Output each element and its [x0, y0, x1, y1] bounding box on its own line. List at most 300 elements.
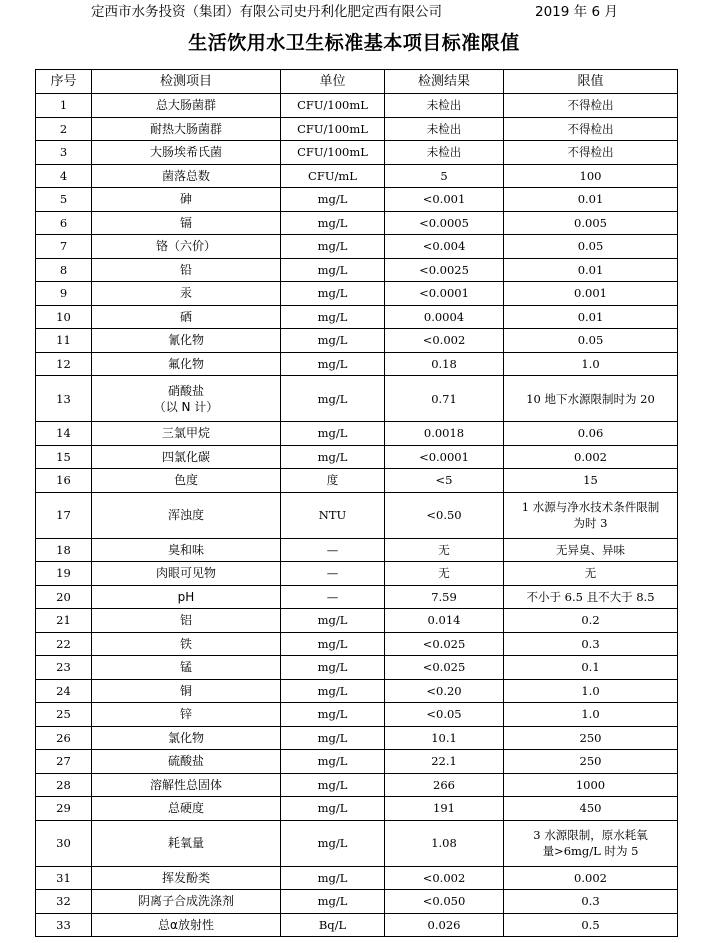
result-cell	[385, 703, 504, 727]
unit-cell	[281, 469, 385, 493]
test-item-cell	[92, 585, 281, 609]
document-title: 生活饮用水卫生标准基本项目标准限值	[188, 32, 520, 54]
result-cell-text: <0.0001	[419, 449, 469, 464]
limit-cell-text: 0.05	[577, 333, 604, 348]
test-item-cell-text: 氯化物	[167, 730, 204, 745]
test-item-cell-text: 总α放射性	[158, 917, 214, 932]
unit-cell	[281, 538, 385, 562]
test-item-cell-text: 色度	[173, 473, 198, 488]
limit-cell-text: 0.05	[577, 239, 604, 254]
limit-cell	[504, 679, 678, 703]
unit-cell	[281, 773, 385, 797]
result-cell	[385, 141, 504, 165]
unit-cell	[281, 235, 385, 259]
table-row	[36, 188, 678, 212]
row-number-cell-text: 14	[56, 426, 71, 441]
test-item-cell	[92, 235, 281, 259]
test-item-cell-text: 砷	[179, 192, 192, 207]
unit-cell-text: mg/L	[317, 215, 348, 230]
limit-cell	[504, 141, 678, 165]
test-item-cell-text: 锰	[179, 660, 192, 675]
result-cell-text: <0.025	[422, 660, 466, 675]
result-cell	[385, 235, 504, 259]
table-row	[36, 585, 678, 609]
row-number-cell	[36, 469, 92, 493]
limit-cell-text-line2: 量>6mg/L 时为 5	[542, 844, 639, 858]
result-cell-text: 191	[433, 801, 455, 816]
result-cell-text: 0.0018	[423, 426, 465, 441]
limit-cell	[504, 538, 678, 562]
limit-cell	[504, 797, 678, 821]
row-number-cell	[36, 890, 92, 914]
limit-cell	[504, 866, 678, 890]
unit-cell	[281, 820, 385, 866]
column-header-unit: 单位	[281, 70, 385, 94]
result-cell	[385, 94, 504, 118]
unit-cell	[281, 679, 385, 703]
unit-cell-text: —	[326, 589, 339, 604]
limit-cell-text: 250	[579, 754, 602, 769]
limit-cell-text: 不小于 6.5 且不大于 8.5	[526, 589, 655, 604]
limit-cell-text: 0.001	[574, 286, 607, 301]
table-row	[36, 141, 678, 165]
result-cell	[385, 445, 504, 469]
unit-cell	[281, 750, 385, 774]
unit-cell-text: CFU/100mL	[297, 145, 368, 160]
row-number-cell	[36, 773, 92, 797]
row-number-cell	[36, 609, 92, 633]
row-number-cell	[36, 703, 92, 727]
table-row	[36, 726, 678, 750]
row-number-cell-text: 23	[56, 660, 71, 675]
test-item-cell-text: 大肠埃希氏菌	[149, 145, 222, 160]
result-cell-text: 0.0004	[423, 309, 465, 324]
unit-cell	[281, 562, 385, 586]
row-number-cell	[36, 750, 92, 774]
row-number-cell-text: 22	[56, 636, 71, 651]
limit-cell	[504, 656, 678, 680]
limit-cell-text: 0.5	[581, 917, 600, 932]
limit-cell	[504, 726, 678, 750]
result-cell	[385, 585, 504, 609]
result-cell-text: 0.014	[427, 613, 461, 628]
test-item-cell	[92, 282, 281, 306]
test-item-cell	[92, 656, 281, 680]
row-number-cell	[36, 282, 92, 306]
test-item-cell	[92, 679, 281, 703]
limit-cell	[504, 820, 678, 866]
row-number-cell-text: 4	[59, 168, 68, 183]
result-cell-text: 266	[433, 777, 455, 792]
unit-cell-text: mg/L	[317, 754, 348, 769]
test-item-cell	[92, 445, 281, 469]
test-item-cell	[92, 305, 281, 329]
unit-cell-text: mg/L	[317, 870, 348, 885]
result-cell	[385, 538, 504, 562]
table-row	[36, 866, 678, 890]
unit-cell	[281, 585, 385, 609]
test-item-cell-text: 耗氧量	[167, 836, 204, 850]
unit-cell-text: mg/L	[317, 707, 348, 722]
row-number-cell-text: 17	[56, 508, 71, 522]
result-cell	[385, 609, 504, 633]
test-item-cell-text: pH	[177, 589, 195, 604]
result-cell	[385, 820, 504, 866]
result-cell-text: 10.1	[431, 730, 457, 745]
test-item-cell-text: 氰化物	[167, 333, 204, 348]
unit-cell	[281, 609, 385, 633]
row-number-cell-text: 20	[56, 589, 71, 604]
table-row	[36, 773, 678, 797]
unit-cell-text: mg/L	[317, 192, 348, 207]
result-cell-text: 无	[438, 542, 450, 557]
result-cell	[385, 726, 504, 750]
unit-cell-text: CFU/100mL	[297, 121, 368, 136]
table-row	[36, 538, 678, 562]
unit-cell-text: mg/L	[317, 262, 348, 277]
row-number-cell	[36, 211, 92, 235]
limit-cell-text: 0.2	[581, 613, 600, 628]
table-row	[36, 609, 678, 633]
unit-cell-text: mg/L	[317, 333, 348, 348]
limit-cell	[504, 469, 678, 493]
limit-cell-text-line2: 为时 3	[573, 516, 608, 530]
limit-cell-text: 0.01	[577, 192, 604, 207]
unit-cell	[281, 352, 385, 376]
limit-cell-text: 无	[584, 566, 597, 581]
result-cell	[385, 282, 504, 306]
test-item-cell	[92, 913, 281, 937]
unit-cell-text: CFU/100mL	[297, 98, 368, 113]
table-row	[36, 94, 678, 118]
unit-cell	[281, 258, 385, 282]
limit-cell-text: 无异臭、异味	[556, 542, 625, 557]
row-number-cell-text: 5	[59, 192, 68, 207]
row-number-cell-text: 7	[59, 239, 68, 254]
unit-cell	[281, 913, 385, 937]
row-number-cell-text: 28	[56, 777, 71, 792]
test-item-cell	[92, 797, 281, 821]
unit-cell-text: CFU/mL	[308, 168, 357, 183]
unit-cell-text: mg/L	[317, 426, 348, 441]
test-item-cell-text: 铅	[179, 262, 192, 277]
row-number-cell-text: 12	[56, 356, 71, 371]
limit-cell	[504, 445, 678, 469]
row-number-cell-text: 21	[56, 613, 71, 628]
table-row	[36, 562, 678, 586]
test-item-cell	[92, 422, 281, 446]
limit-cell	[504, 492, 678, 538]
unit-cell-text: NTU	[318, 508, 347, 522]
result-cell-text: <0.004	[422, 239, 466, 254]
row-number-cell-text: 6	[59, 215, 68, 230]
row-number-cell-text: 16	[56, 473, 71, 488]
test-item-cell-text: 浑浊度	[167, 508, 204, 522]
unit-cell	[281, 492, 385, 538]
row-number-cell-text: 27	[56, 754, 71, 769]
unit-cell-text: mg/L	[317, 683, 348, 698]
limit-cell-text: 1.0	[581, 356, 600, 371]
result-cell	[385, 679, 504, 703]
column-header-limit: 限值	[504, 70, 678, 94]
test-item-cell-text: 铬（六价）	[155, 239, 216, 254]
row-number-cell	[36, 632, 92, 656]
row-number-cell	[36, 258, 92, 282]
row-number-cell	[36, 422, 92, 446]
result-cell-text: 1.08	[431, 836, 457, 850]
result-cell	[385, 305, 504, 329]
test-item-cell	[92, 211, 281, 235]
row-number-cell	[36, 538, 92, 562]
result-cell	[385, 422, 504, 446]
limit-cell-text: 1.0	[581, 683, 600, 698]
test-item-cell	[92, 820, 281, 866]
result-cell	[385, 117, 504, 141]
unit-cell-text: mg/L	[317, 239, 348, 254]
unit-cell	[281, 890, 385, 914]
unit-cell-text: mg/L	[317, 801, 348, 816]
limit-cell	[504, 609, 678, 633]
row-number-cell-text: 9	[59, 286, 68, 301]
row-number-cell	[36, 305, 92, 329]
row-number-cell	[36, 141, 92, 165]
unit-cell	[281, 797, 385, 821]
test-item-cell-text: 硫酸盐	[167, 754, 204, 769]
row-number-cell	[36, 445, 92, 469]
result-cell	[385, 866, 504, 890]
unit-cell-text: mg/L	[317, 636, 348, 651]
row-number-cell-text: 29	[56, 801, 71, 816]
result-cell-text: <0.20	[426, 683, 462, 698]
limit-cell-text: 1 水源与净水技术条件限制	[521, 500, 660, 514]
table-row	[36, 679, 678, 703]
test-item-cell-text-line2: （以 N 计）	[153, 399, 219, 414]
limit-cell	[504, 94, 678, 118]
result-cell	[385, 797, 504, 821]
result-cell	[385, 211, 504, 235]
limit-cell-text: 3 水源限制，原水耗氧	[533, 828, 648, 842]
limit-cell-text: 10 地下水源限制时为 20	[526, 391, 655, 406]
limit-cell-text: 不得检出	[567, 145, 614, 160]
unit-cell	[281, 632, 385, 656]
unit-cell-text: 度	[326, 473, 339, 488]
test-item-cell-text: 氟化物	[167, 356, 204, 371]
unit-cell	[281, 445, 385, 469]
limit-cell-text: 0.002	[574, 449, 607, 464]
result-cell-text: <0.0005	[419, 215, 469, 230]
unit-cell	[281, 164, 385, 188]
limit-cell-text: 15	[583, 473, 598, 488]
row-number-cell	[36, 188, 92, 212]
test-item-cell-text: 溶解性总固体	[149, 777, 222, 792]
test-item-cell-text: 臭和味	[167, 542, 204, 557]
table-row	[36, 164, 678, 188]
unit-cell-text: mg/L	[317, 391, 348, 406]
row-number-cell-text: 8	[59, 262, 68, 277]
row-number-cell	[36, 164, 92, 188]
result-cell-text: <0.050	[422, 894, 466, 909]
unit-cell-text: —	[326, 542, 339, 557]
unit-cell-text: mg/L	[317, 286, 348, 301]
unit-cell-text: mg/L	[317, 356, 348, 371]
test-item-cell-text: 硒	[179, 309, 192, 324]
table-row	[36, 632, 678, 656]
result-cell-text: 5	[440, 168, 448, 183]
unit-cell	[281, 305, 385, 329]
limit-cell	[504, 703, 678, 727]
test-item-cell	[92, 609, 281, 633]
result-cell	[385, 164, 504, 188]
row-number-cell	[36, 797, 92, 821]
test-item-cell-text: 铁	[179, 636, 192, 651]
unit-cell-text: mg/L	[317, 449, 348, 464]
test-item-cell-text: 总大肠菌群	[155, 98, 216, 113]
unit-cell	[281, 211, 385, 235]
limit-cell	[504, 632, 678, 656]
unit-cell	[281, 329, 385, 353]
result-cell-text: 未检出	[426, 121, 462, 136]
row-number-cell	[36, 235, 92, 259]
result-cell	[385, 913, 504, 937]
test-item-cell-text: 三氯甲烷	[161, 426, 210, 441]
row-number-cell-text: 33	[56, 917, 71, 932]
result-cell	[385, 632, 504, 656]
row-number-cell	[36, 726, 92, 750]
test-item-cell-text: 菌落总数	[161, 168, 210, 183]
unit-cell-text: mg/L	[317, 613, 348, 628]
row-number-cell	[36, 329, 92, 353]
result-cell-text: <0.025	[422, 636, 466, 651]
unit-cell	[281, 726, 385, 750]
result-cell-text: <0.002	[422, 333, 466, 348]
limit-cell	[504, 422, 678, 446]
test-item-cell-text: 阴离子合成洗涤剂	[137, 894, 234, 909]
test-item-cell	[92, 492, 281, 538]
limit-cell	[504, 211, 678, 235]
limit-cell	[504, 282, 678, 306]
limit-cell-text: 0.01	[577, 262, 604, 277]
limit-cell-text: 0.01	[577, 309, 604, 324]
unit-cell	[281, 188, 385, 212]
test-item-cell	[92, 750, 281, 774]
limit-cell-text: 1.0	[581, 707, 600, 722]
result-cell-text: <5	[435, 473, 453, 488]
limit-cell-text: 0.06	[577, 426, 604, 441]
result-cell	[385, 258, 504, 282]
column-header-result: 检测结果	[385, 70, 504, 94]
result-cell-text: 0.71	[431, 391, 457, 406]
table-row	[36, 422, 678, 446]
result-cell-text: <0.002	[422, 870, 466, 885]
column-header-item: 检测项目	[92, 70, 281, 94]
result-cell	[385, 329, 504, 353]
test-item-cell	[92, 703, 281, 727]
table-row	[36, 352, 678, 376]
row-number-cell	[36, 562, 92, 586]
limit-cell-text: 不得检出	[567, 121, 614, 136]
limit-cell	[504, 773, 678, 797]
row-number-cell	[36, 94, 92, 118]
test-item-cell	[92, 376, 281, 422]
test-item-cell	[92, 329, 281, 353]
result-cell-text: 0.18	[431, 356, 457, 371]
table-row	[36, 750, 678, 774]
test-item-cell	[92, 188, 281, 212]
company-name: 定西市水务投资（集团）有限公司史丹利化肥定西有限公司	[91, 4, 442, 20]
row-number-cell	[36, 866, 92, 890]
test-item-cell	[92, 164, 281, 188]
result-cell-text: <0.001	[422, 192, 466, 207]
test-item-cell-text: 总硬度	[167, 801, 204, 816]
table-row	[36, 656, 678, 680]
test-item-cell	[92, 773, 281, 797]
table-row	[36, 211, 678, 235]
unit-cell-text: mg/L	[317, 836, 348, 850]
table-header-row	[36, 70, 678, 94]
limit-cell	[504, 235, 678, 259]
test-item-cell	[92, 258, 281, 282]
row-number-cell-text: 19	[56, 566, 71, 581]
result-cell-text: <0.05	[426, 707, 462, 722]
result-cell	[385, 750, 504, 774]
test-item-cell	[92, 117, 281, 141]
limit-cell-text: 1000	[575, 777, 606, 792]
limit-cell	[504, 890, 678, 914]
result-cell	[385, 562, 504, 586]
row-number-cell-text: 3	[59, 145, 68, 160]
row-number-cell-text: 11	[56, 333, 71, 348]
result-cell-text: <0.50	[426, 508, 462, 522]
unit-cell	[281, 422, 385, 446]
limit-cell-text: 0.005	[574, 215, 607, 230]
unit-cell	[281, 94, 385, 118]
table-row	[36, 913, 678, 937]
limit-cell	[504, 562, 678, 586]
result-cell-text: 7.59	[431, 589, 457, 604]
unit-cell-text: Bq/L	[318, 917, 347, 932]
limit-cell-text: 0.3	[581, 636, 600, 651]
limit-cell-text: 0.1	[581, 660, 600, 675]
table-row	[36, 376, 678, 422]
unit-cell-text: mg/L	[317, 309, 348, 324]
result-cell	[385, 492, 504, 538]
test-item-cell	[92, 562, 281, 586]
row-number-cell-text: 18	[56, 542, 71, 557]
limit-cell	[504, 376, 678, 422]
unit-cell	[281, 656, 385, 680]
limit-cell	[504, 258, 678, 282]
table-row	[36, 469, 678, 493]
row-number-cell-text: 25	[56, 707, 71, 722]
table-row	[36, 797, 678, 821]
test-item-cell-text: 肉眼可见物	[155, 566, 216, 581]
test-item-cell	[92, 141, 281, 165]
row-number-cell	[36, 820, 92, 866]
table-row	[36, 703, 678, 727]
test-item-cell	[92, 352, 281, 376]
result-cell	[385, 656, 504, 680]
table-row	[36, 329, 678, 353]
limit-cell	[504, 913, 678, 937]
document-header	[0, 2, 708, 22]
standards-table	[35, 69, 678, 937]
table-row	[36, 282, 678, 306]
row-number-cell	[36, 117, 92, 141]
test-item-cell-text: 铝	[179, 613, 192, 628]
limit-cell-text: 不得检出	[567, 98, 614, 113]
unit-cell-text: mg/L	[317, 660, 348, 675]
test-item-cell-text: 镉	[179, 215, 192, 230]
